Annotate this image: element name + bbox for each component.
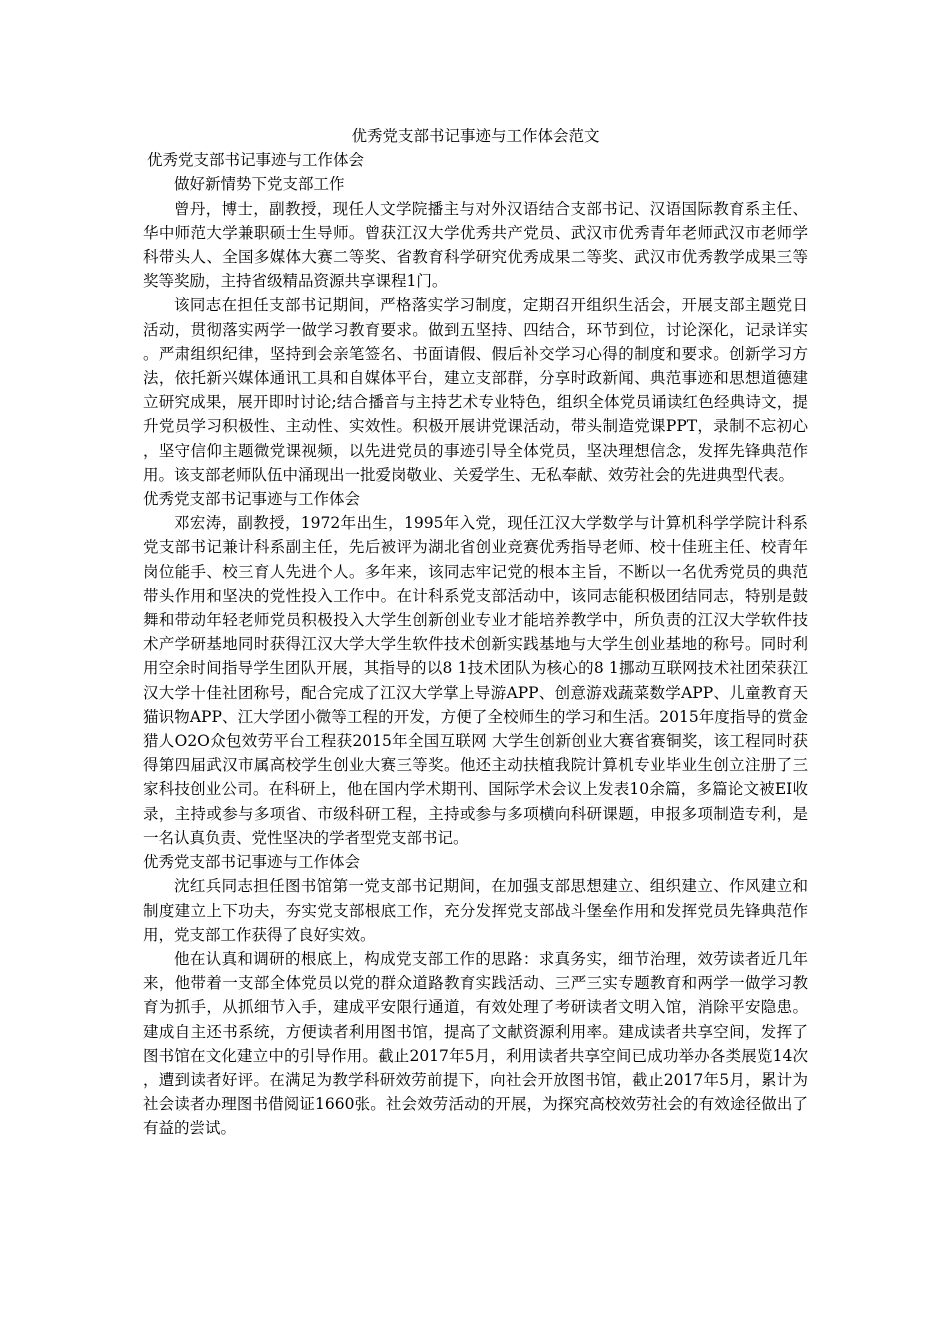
section-heading: 优秀党支部书记事迹与工作体会 [143,490,361,509]
section-heading: 优秀党支部书记事迹与工作体会 [147,151,365,170]
paragraph: 曾丹，博士，副教授，现任人文学院播主与对外汉语结合支部书记、汉语国际教育系主任、华中师范大学兼职硕士生导师。曾获江汉大学优秀共产党员、武汉市优秀青年老师武汉市老师学科带头人、全国多媒体大赛二等奖、省教育科学研究优秀成果二等奖、武汉市优秀教学成果三等奖等奖励，主持省级精品资源共享课程1门。 [143,199,808,291]
paragraph: 沈红兵同志担任图书馆第一党支部书记期间，在加强支部思想建立、组织建立、作风建立和制度建立上下功夫，夯实党支部根底工作，充分发挥党支部战斗堡垒作用和发挥党员先锋典范作用，党支部工作获得了良好实效。 [143,877,808,944]
document-title: 优秀党支部书记事迹与工作体会范文 [351,127,600,145]
paragraph: 他在认真和调研的根底上，构成党支部工作的思路：求真务实，细节治理，效劳读者近几年来，他带着一支部全体党员以党的群众道路教育实践活动、三严三实专题教育和两学一做学习教育为抓手，从抓细节入手，建成平安限行通道，有效处理了考研读者文明入馆，消除平安隐患。建成自主还书系统，方便读者利用图书馆，提高了文献资源利用率。建成读者共享空间，发挥了图书馆在文化建立中的引导作用。截止2017年5月，利用读者共享空间已成功举办各类展览14次，遭到读者好评。在满足为教学科研效劳前提下，向社会开放图书馆，截止2017年5月，累计为社会读者办理图书借阅证1660张。社会效劳活动的开展，为探究高校效劳社会的有效途径做出了有益的尝试。 [143,949,808,1138]
section-heading: 优秀党支部书记事迹与工作体会 [143,853,361,872]
section-1 [143,148,808,487]
section-3 [143,850,808,1140]
section-2 [143,487,808,850]
section-subheading: 做好新情势下党支部工作 [174,175,345,194]
document-body [143,124,808,1141]
paragraph: 邓宏涛，副教授，1972年出生，1995年入党，现任江汉大学数学与计算机科学学院计科系党支部书记兼计科系副主任，先后被评为湖北省创业竞赛优秀指导老师、校十佳班主任、校青年岗位能手、校三育人先进个人。多年来，该同志牢记党的根本主旨，不断以一名优秀党员的典范带头作用和坚决的党性投入工作中。在计科系党支部活动中，该同志能积极团结同志，特别是鼓舞和带动年轻老师党员积极投入大学生创新创业专业才能培养教学中，所负责的江汉大学软件技术产学研基地同时获得江汉大学大学生软件技术创新实践基地与大学生创业基地的称号。同时利用空余时间指导学生团队开展，其指导的以8 1技术团队为核心的8 1挪动互联网技术社团荣获江汉大学十佳社团称号，配合完成了江汉大学掌上导游APP、创意游戏蔬菜数学APP、儿童教育天猫识物APP、江大学团小微等工程的开发，方便了全校师生的学习和生活。2015年度指导的赏金猎人O2O众包效劳平台工程获2015年全国互联网 大学生创新创业大赛省赛铜奖，该工程同时获得第四届武汉市属高校学生创业大赛三等奖。他还主动扶植我院计算机专业毕业生创立注册了三家科技创业公司。在科研上，他在国内学术期刊、国际学术会议上发表10余篇，多篇论文被EI收录，主持或参与多项省、市级科研工程，主持或参与多项横向科研课题，申报多项制造专利，是一名认真负责、党性坚决的学者型党支部书记。 [143,514,808,847]
paragraph: 该同志在担任支部书记期间，严格落实学习制度，定期召开组织生活会，开展支部主题党日活动，贯彻落实两学一做学习教育要求。做到五坚持、四结合，环节到位，讨论深化，记录详实。严肃组织纪律，坚持到会亲笔签名、书面请假、假后补交学习心得的制度和要求。创新学习方法，依托新兴媒体通讯工具和自媒体平台，建立支部群，分享时政新闻、典范事迹和思想道德建立研究成果，展开即时讨论;结合播音与主持艺术专业特色，组织全体党员诵读红色经典诗文，提升党员学习积极性、主动性、实效性。积极开展讲党课活动，带头制造党课PPT，录制不忘初心，坚守信仰主题微党课视频，以先进党员的事迹引导全体党员，坚决理想信念，发挥先锋典范作用。该支部老师队伍中涌现出一批爱岗敬业、关爱学生、无私奉献、效劳社会的先进典型代表。 [143,296,808,484]
